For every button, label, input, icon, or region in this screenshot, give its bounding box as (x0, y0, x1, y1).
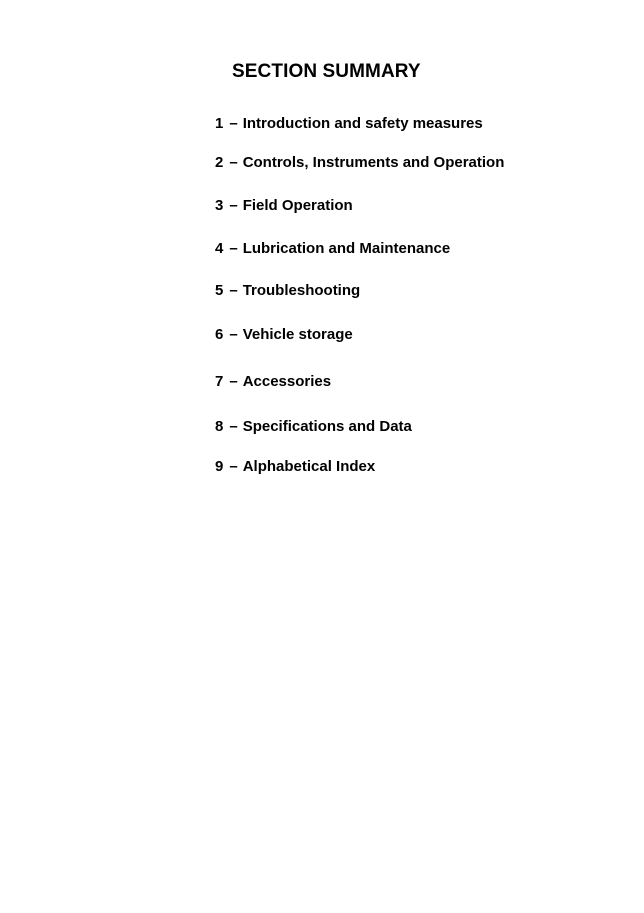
section-number: 4 (215, 240, 224, 257)
section-number: 8 (215, 418, 224, 435)
section-separator: – (229, 115, 238, 132)
section-label: Field Operation (242, 197, 353, 214)
section-label: Accessories (242, 373, 332, 390)
section-number: 3 (215, 197, 224, 214)
page-title: SECTION SUMMARY (232, 61, 421, 82)
section-item-8[interactable] (215, 418, 412, 435)
section-separator: – (229, 240, 238, 257)
section-item-9[interactable] (215, 458, 375, 475)
section-number: 7 (215, 373, 224, 390)
section-item-6[interactable] (215, 326, 353, 343)
section-label: Alphabetical Index (242, 458, 376, 475)
section-number: 5 (215, 282, 224, 299)
section-label: Specifications and Data (242, 418, 412, 435)
section-separator: – (229, 154, 238, 171)
section-number: 9 (215, 458, 224, 475)
section-label: Lubrication and Maintenance (242, 240, 451, 257)
section-label: Troubleshooting (242, 282, 361, 299)
section-number: 2 (215, 154, 224, 171)
section-label: Vehicle storage (242, 326, 353, 343)
section-separator: – (229, 282, 238, 299)
section-separator: – (229, 197, 238, 214)
section-number: 1 (215, 115, 224, 132)
section-separator: – (229, 326, 238, 343)
section-number: 6 (215, 326, 224, 343)
section-separator: – (229, 373, 238, 390)
section-item-7[interactable] (215, 373, 331, 390)
section-separator: – (229, 458, 238, 475)
section-label: Introduction and safety measures (242, 115, 483, 132)
section-item-5[interactable] (215, 282, 360, 299)
section-label: Controls, Instruments and Operation (242, 154, 505, 171)
section-item-2[interactable] (215, 154, 504, 171)
section-separator: – (229, 418, 238, 435)
section-item-4[interactable] (215, 240, 450, 257)
section-item-1[interactable] (215, 115, 483, 132)
section-item-3[interactable] (215, 197, 353, 214)
